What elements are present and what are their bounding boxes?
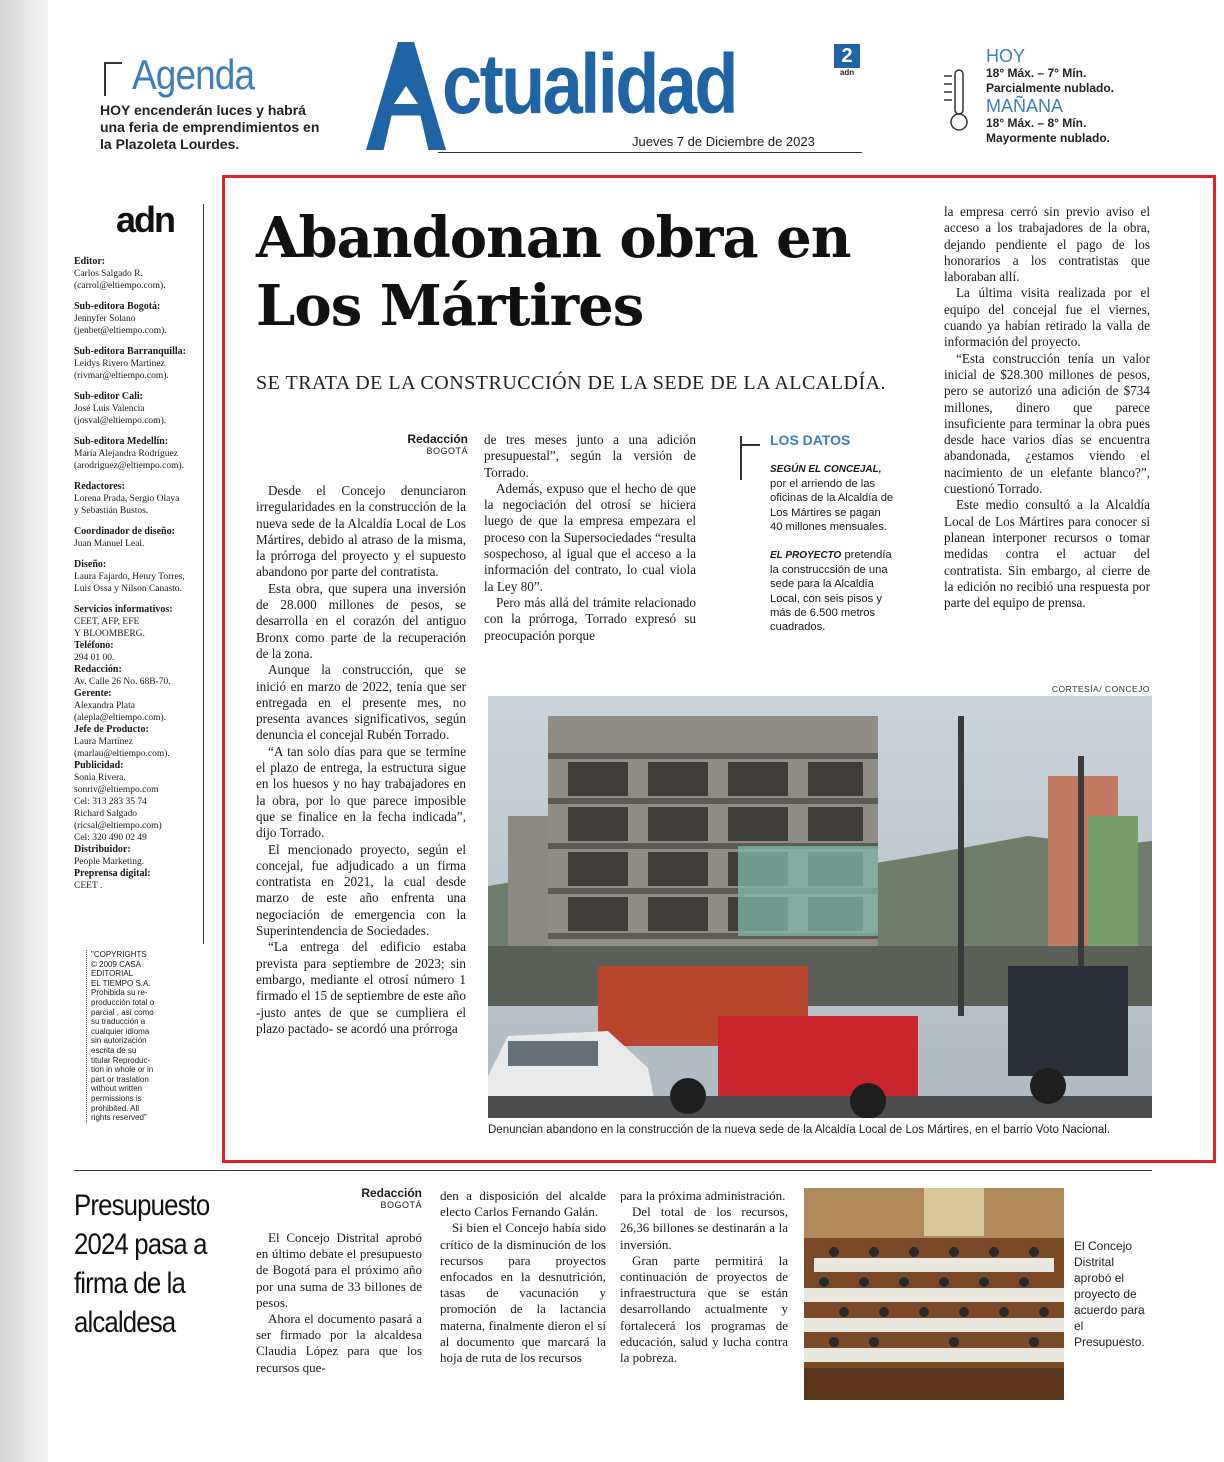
staff-name: Jennyfer Solano (jenbet@eltiempo.com). bbox=[74, 314, 167, 336]
staff-name: Leidys Rivero Martínez (rivmar@eltiempo.com). bbox=[74, 359, 169, 381]
staff-role: Coordinador de diseño: bbox=[74, 526, 175, 537]
masthead bbox=[366, 37, 866, 155]
bottom-article-column-1 bbox=[256, 1230, 422, 1376]
byline-name: Redacción bbox=[361, 1186, 422, 1200]
staff-entry bbox=[74, 526, 206, 550]
staff-name: Alexandra Plata (alepla@eltiempo.com). bbox=[74, 701, 167, 723]
bottom-article-column-3 bbox=[620, 1188, 788, 1366]
article-paragraph: Gran parte permitirá la continuación de proyectos de infraestructura que se están desarrollando actualmente y fortalecerá los programas de educación, salud y lucha contra la pobreza. bbox=[620, 1252, 788, 1366]
page-brand: adn bbox=[839, 68, 855, 77]
article-paragraph: “La entrega del edificio estaba prevista para septiembre de 2023; sin embargo, mediante el otrosí número 1 firmado el 15 de septiembre de este año -justo antes de que se cumpliera el plazo pactado- se acordó una prórroga bbox=[256, 939, 466, 1036]
construction-site-illustration bbox=[488, 696, 1152, 1118]
staff-entry bbox=[74, 481, 206, 517]
datos-item bbox=[770, 462, 894, 534]
article-paragraph: Del total de los recursos, 26,36 billones se destinarán a la inversión. bbox=[620, 1204, 788, 1252]
agenda-bracket-icon bbox=[100, 62, 126, 96]
datos-bracket-icon bbox=[736, 436, 764, 460]
bottom-article-byline bbox=[310, 1186, 422, 1210]
staff-entry bbox=[74, 604, 206, 640]
staff-entry bbox=[74, 868, 206, 892]
staff-entry bbox=[74, 724, 206, 760]
agenda-title: Agenda bbox=[132, 51, 255, 98]
article-paragraph: “A tan solo días para que se termine el plazo de entrega, la estructura sigue en los huesos y no hay trabajadores en la obra, por lo que parece imposible que se finalice en la fecha indicada”, dijo Torrado. bbox=[256, 743, 466, 841]
staff-name: Sonia Rivera. sonriv@eltiempo.com Cel: 313 283 35 74 Richard Salgado (ricsal@eltiempo.com) Cel: 320 490 02 49 bbox=[74, 773, 162, 843]
staff-name: Carlos Salgado R. (carrol@eltiempo.com). bbox=[74, 269, 166, 291]
staff-name: María Alejandra Rodríguez (arodriguez@eltiempo.com). bbox=[74, 449, 185, 471]
section-divider bbox=[74, 1170, 1152, 1171]
article-column-4 bbox=[944, 204, 1150, 611]
article-paragraph: El mencionado proyecto, según el concejal, fue adjudicado a un firma contratista en 2021, la cual desde marzo de este año enfrenta una negociación de emergencia con la Superintendencia de Sociedades. bbox=[256, 841, 466, 939]
staff-role: Gerente: bbox=[74, 688, 112, 699]
staff-name: Lorena Prada, Sergio Olaya y Sebastián Bustos. bbox=[74, 494, 180, 516]
staff-name: Juan Manuel Leal. bbox=[74, 539, 145, 549]
article-paragraph: Ahora el documento pasará a ser firmado por la alcaldesa Claudia López para que los recursos que- bbox=[256, 1311, 422, 1375]
article-deck: SE TRATA DE LA CONSTRUCCIÓN DE LA SEDE DE LA ALCALDÍA. bbox=[256, 372, 887, 394]
staff-role: Redactores: bbox=[74, 481, 125, 492]
weather-today-label: HOY bbox=[986, 46, 1026, 66]
staff-box bbox=[74, 200, 206, 892]
datos-item-label: EL PROYECTO bbox=[770, 550, 842, 562]
staff-entry bbox=[74, 391, 206, 427]
bottom-article-column-2-body bbox=[440, 1220, 606, 1366]
staff-name: CEET, AFP, EFE Y BLOOMBERG. bbox=[74, 617, 145, 639]
staff-name: Laura Fajardo, Henry Torres, Luis Ossa y Nilson Canasto. bbox=[74, 572, 185, 594]
masthead-letter-a-logo bbox=[366, 42, 446, 150]
staff-entry bbox=[74, 436, 206, 472]
masthead-date: Jueves 7 de Diciembre de 2023 bbox=[632, 134, 815, 149]
staff-role: Editor: bbox=[74, 256, 106, 267]
weather-tomorrow-temp: 18° Máx. – 8° Mín. bbox=[986, 116, 1087, 130]
article-paragraph: den a disposición del alcalde electo Carlos Fernando Galán. bbox=[440, 1188, 606, 1220]
article-paragraph: Si bien el Concejo había sido crítico de la disminución de los recursos para proyectos enfocados en la desnutrición, tasas de vacunación y promoción de la lactancia materna, finalmente dieron el sí al documento que marcará la hoja de ruta de los recursos bbox=[440, 1220, 606, 1366]
staff-role: Sub-editor Cali: bbox=[74, 391, 143, 402]
staff-divider bbox=[203, 204, 204, 944]
staff-name: José Luis Valencia (josval@eltiempo.com). bbox=[74, 404, 167, 426]
article-paragraph: “Esta construcción tenía un valor inicial de $28.300 millones de pesos, pero se autorizó una adición de $734 millones, dinero que parece insuficiente para terminar la obra pues desde hace varios días se encuentra abandonada, ¿estamos viendo el nacimiento de un elefante blanco?”, cuestionó Torrado. bbox=[944, 350, 1150, 497]
bottom-article-headline: Presupuesto 2024 pasa a firma de la alcaldesa bbox=[74, 1189, 210, 1339]
page-binding-shadow bbox=[0, 0, 48, 1462]
article-paragraph: Esta obra, que supera una inversión de 28.000 millones de pesos, se desarrolla en el corazón del antiguo Bronx como parte de la recuperación de la zona. bbox=[256, 580, 466, 661]
article-paragraph: para la próxima administración. bbox=[620, 1188, 786, 1203]
weather-today-desc: Parcialmente nublado. bbox=[986, 81, 1115, 95]
staff-name: People Marketing. bbox=[74, 857, 145, 867]
staff-role: Sub-editora Medellín: bbox=[74, 436, 169, 447]
staff-entry bbox=[74, 640, 206, 664]
article-paragraph: de tres meses junto a una adición presupuestal”, según la versión de Torrado. bbox=[484, 432, 696, 480]
article-paragraph: La última visita realizada por el equipo del concejal fue el viernes, cuando ya habían retirado la valla de información del proyecto. bbox=[944, 285, 1150, 350]
staff-entry bbox=[74, 559, 206, 595]
staff-entry bbox=[74, 844, 206, 868]
photo-caption: Denuncian abandono en la construcción de la nueva sede de la Alcaldía Local de Los Mártires, en el barrio Voto Nacional. bbox=[488, 1124, 1111, 1136]
page-number-badge bbox=[834, 44, 860, 76]
agenda-text: HOY encenderán luces y habrá una feria de emprendimientos en la Plazoleta Lourdes. bbox=[100, 102, 320, 152]
article-column-4-body bbox=[944, 285, 1150, 611]
byline-name: Redacción bbox=[407, 432, 468, 446]
staff-role: Diseño: bbox=[74, 559, 107, 570]
datos-item-label: SEGÚN EL CONCEJAL, bbox=[770, 464, 882, 475]
page-number: 2 bbox=[834, 44, 860, 68]
masthead-title: ctualidad bbox=[442, 37, 736, 131]
council-photo-caption: El Concejo Distrital aprobó el proyecto de acuerdo para el Presupuesto. bbox=[1074, 1239, 1145, 1349]
article-paragraph: Este medio consultó a la Alcaldía Local de Los Mártires para conocer si planean interponer recursos o tomar medidas contra el actuar del contratista. Sin embargo, al cierre de la edición no recibió una respuesta por parte del equipo de prensa. bbox=[944, 497, 1150, 611]
datos-title: LOS DATOS bbox=[770, 432, 851, 448]
article-paragraph: Aunque la construcción, que se inició en marzo de 2022, tenía que ser entregada en el presente mes, no presenta avances significativos, según denuncia el concejal Rubén Torrado. bbox=[256, 662, 466, 743]
staff-role: Preprensa digital: bbox=[74, 868, 151, 879]
staff-entry bbox=[74, 688, 206, 724]
weather-tomorrow-label: MAÑANA bbox=[986, 96, 1064, 116]
datos-item-text: por el arriendo de las oficinas de la Alcaldía de Los Mártires se pagan 40 millones mensuales. bbox=[770, 478, 894, 533]
datos-item bbox=[770, 548, 894, 634]
article-paragraph: Además, expuso que el hecho de que la negociación del otrosí se hiciera luego de que la empresa empezara el proceso con la Supersociedades “resulta sospechoso, al igual que el acceso a la información del contrato, lo cual viola la Ley 80”. bbox=[484, 480, 696, 594]
staff-role: Redacción: bbox=[74, 664, 122, 675]
council-chamber-illustration bbox=[804, 1188, 1064, 1400]
staff-name: 294 01 00. bbox=[74, 653, 115, 663]
article-photo bbox=[488, 696, 1152, 1118]
staff-entry bbox=[74, 346, 206, 382]
staff-list bbox=[74, 256, 206, 892]
byline-city: BOGOTÁ bbox=[380, 1200, 422, 1210]
staff-role: Publicidad: bbox=[74, 760, 124, 771]
article-column-2 bbox=[484, 432, 696, 644]
staff-role: Sub-editora Barranquilla: bbox=[74, 346, 186, 357]
council-chamber-photo bbox=[804, 1188, 1064, 1400]
staff-entry bbox=[74, 301, 206, 337]
article-paragraph: Pero más allá del trámite relacionado con la prórroga, Torrado expresó su preocupación porque bbox=[484, 594, 696, 643]
masthead-rule bbox=[438, 152, 862, 153]
staff-name: CEET . bbox=[74, 881, 103, 891]
byline-city: BOGOTÁ bbox=[426, 446, 468, 456]
staff-role: Jefe de Producto: bbox=[74, 724, 149, 735]
article-paragraph: Desde el Concejo denunciaron irregularidades en la construcción de la nueva sede de la Alcaldía Local de Los Mártires, debido al atraso de la misma, la prórroga del proyecto y el supuesto abandono por parte del contratista. bbox=[256, 483, 466, 580]
bottom-article-column-3-body bbox=[620, 1204, 788, 1366]
agenda-box bbox=[100, 52, 320, 153]
staff-role: Distribuidor: bbox=[74, 844, 131, 855]
staff-entry bbox=[74, 760, 206, 844]
article-headline: Abandonan obra en Los Mártires bbox=[256, 205, 851, 339]
staff-entry bbox=[74, 664, 206, 688]
thermometer-icon bbox=[940, 68, 972, 134]
staff-role: Sub-editora Bogotá: bbox=[74, 301, 161, 312]
staff-role: Servicios informativos: bbox=[74, 604, 173, 615]
weather-tomorrow-desc: Mayormente nublado. bbox=[986, 131, 1111, 145]
bottom-article-column-2 bbox=[440, 1188, 606, 1366]
copyright-notice: "COPYRIGHTS © 2009 CASA EDITORIAL EL TIEMPO S.A. Prohibida su re- producción total o parcial , así como su traducción a cualquier idioma sin autorización escrita de su titular Reproduc- tion in whole or in part or traslation without written permissions is prohibited. All rights reserved" bbox=[86, 950, 176, 1123]
staff-role: Teléfono: bbox=[74, 640, 114, 651]
los-datos-box bbox=[734, 432, 894, 634]
staff-name: Laura Martínez (marlau@eltiempo.com). bbox=[74, 737, 170, 759]
adn-logo: adn bbox=[115, 199, 174, 240]
staff-name: Av. Calle 26 No. 68B-70. bbox=[74, 677, 171, 687]
weather-today-temp: 18° Máx. – 7° Mín. bbox=[986, 66, 1087, 80]
article-paragraph: El Concejo Distrital aprobó en último debate el presupuesto de Bogotá para el próximo año por una suma de 33 billones de pesos. bbox=[256, 1230, 422, 1310]
datos-item-text: pretendía la construccsión de una sede para la Alcaldía Local, con seis pisos y más de 6.500 metros cuadrados. bbox=[770, 549, 892, 634]
article-column-1 bbox=[256, 483, 466, 1037]
article-column-2-body bbox=[484, 481, 696, 644]
article-paragraph: la empresa cerró sin previo aviso el acceso a los trabajadores de la obra, dejando pendiente el pago de los honorarios a los contratistas que laboraban allí. bbox=[944, 204, 1150, 285]
staff-entry bbox=[74, 256, 206, 292]
photo-credit: CORTESÍA/ CONCEJO bbox=[1051, 684, 1150, 694]
article-byline bbox=[330, 432, 468, 456]
